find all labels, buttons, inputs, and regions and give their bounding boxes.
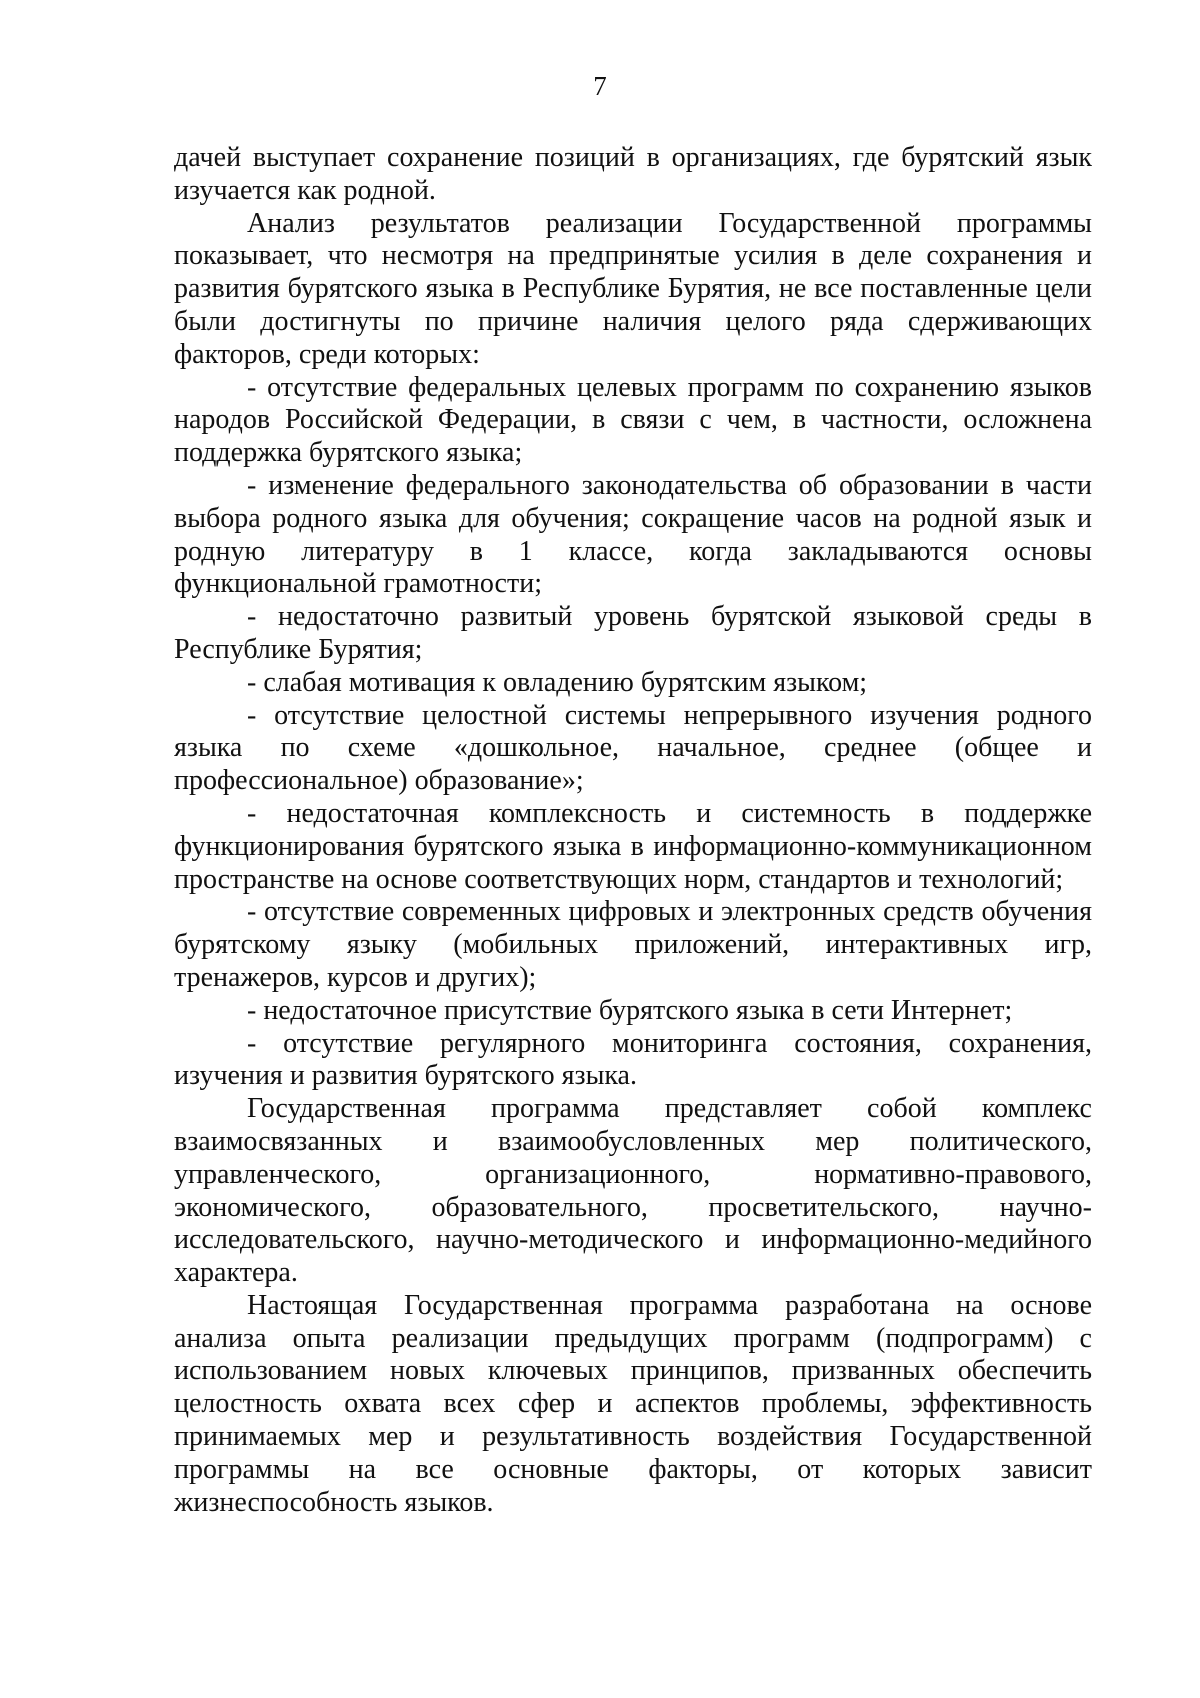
list-item-continuous-learning: - отсутствие целостной системы непрерывного изучения родного языка по схеме «дошкольное, начальное, среднее (общее и профессиональное) образование»; <box>174 699 1092 797</box>
list-item-federal-programs: - отсутствие федеральных целевых программ по сохранению языков народов Российской Федерации, в связи с чем, в частности, осложнена поддержка бурятского языка; <box>174 371 1092 469</box>
paragraph-program-definition: Государственная программа представляет собой комплекс взаимосвязанных и взаимообусловленных мер политического, управленческого, организационного, нормативно-правового, экономического, образовательного, просветительского, научно-исследовательского, научно-методического и информационно-медийного характера. <box>174 1093 1092 1289</box>
paragraph-program-basis: Настоящая Государственная программа разработана на основе анализа опыта реализации предыдущих программ (подпрограмм) с использованием новых ключевых принципов, призванных обеспечить целостность охвата всех сфер и аспектов проблемы, эффективность принимаемых мер и результативность воздействия Государственной программы на все основные факторы, от которых зависит жизнеспособность языков. <box>174 1289 1092 1518</box>
paragraph-continuation: дачей выступает сохранение позиций в организациях, где бурятский язык изучается как родной. <box>174 142 1092 206</box>
list-item-digital-tools: - отсутствие современных цифровых и электронных средств обучения бурятскому языку (мобильных приложений, интерактивных игр, тренажеров, курсов и других); <box>174 896 1092 993</box>
paragraph-analysis: Анализ результатов реализации Государственной программы показывает, что несмотря на предпринятые усилия в деле сохранения и развития бурятского языка в Республике Бурятия, не все поставленные цели были достигнуты по причине наличия целого ряда сдерживающих факторов, среди которых: <box>174 207 1092 370</box>
list-item-monitoring: - отсутствие регулярного мониторинга состояния, сохранения, изучения и развития бурятского языка. <box>174 1027 1092 1092</box>
list-item-language-environment: - недостаточно развитый уровень бурятской языковой среды в Республике Бурятия; <box>174 601 1092 665</box>
document-body <box>174 142 1092 1519</box>
page-number: 7 <box>593 71 607 101</box>
list-item-info-space: - недостаточная комплексность и системность в поддержке функционирования бурятского языка в информационно-коммуникационном пространстве на основе соответствующих норм, стандартов и технологий; <box>174 797 1092 895</box>
list-item-internet-presence: - недостаточное присутствие бурятского языка в сети Интернет; <box>247 994 1013 1026</box>
list-item-legislation-change: - изменение федерального законодательства об образовании в части выбора родного языка для обучения; сокращение часов на родной язык и родную литературу в 1 классе, когда закладываются основы функциональной грамотности; <box>174 469 1092 600</box>
list-item-weak-motivation: - слабая мотивация к овладению бурятским языком; <box>247 666 868 698</box>
